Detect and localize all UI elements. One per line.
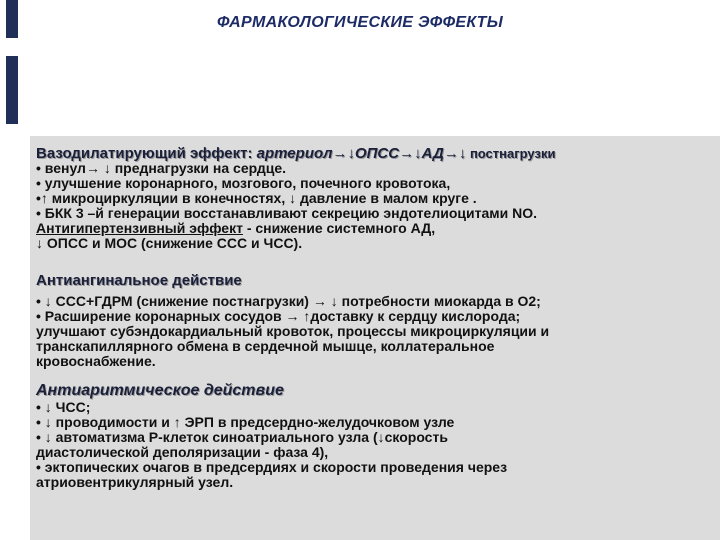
list-item: атриовентрикулярный узел. (36, 474, 234, 490)
list-item: • ↓ проводимости и ↑ ЭРП в предсердно-желудочковом узле (36, 414, 455, 430)
vasodilating-tail: постнагрузки (466, 146, 556, 161)
list-item: диастолической деполяризации - фаза 4), (36, 444, 329, 460)
section-antianginal-heading: Антиангинальное действие (36, 272, 242, 289)
list-item: • БКК 3 –й генерации восстанавливают секрецию эндотелиоцитами NO. (36, 205, 537, 221)
list-item: • ↓ ЧСС; (36, 399, 91, 415)
antihypertensive-line (36, 221, 714, 236)
section-vasodilating-heading (36, 146, 714, 161)
list-item: • эктопических очагов в предсердиях и скорости проведения через (36, 459, 508, 475)
antihypertensive-label: Антигипертензивный эффект (36, 220, 243, 236)
vasodilating-chain: артериол→↓ОПСС→↓АД→↓ (252, 145, 467, 162)
list-item: транскапиллярного обмена в сердечной мышце, коллатеральное (36, 338, 495, 354)
list-item: • венул→ ↓ преднагрузки на сердце. (36, 160, 286, 176)
vasodilating-label: Вазодилатирующий эффект: (36, 145, 253, 162)
decorative-bar-middle (6, 56, 18, 124)
slide-title: ФАРМАКОЛОГИЧЕСКИЕ ЭФФЕКТЫ (216, 14, 504, 31)
list-item: ↓ ОПСС и МОС (снижение ССС и ЧСС). (36, 235, 303, 251)
section-antiarrhythmic-heading: Антиаритмическое действие (36, 382, 284, 399)
list-item: • улучшение коронарного, мозгового, почечного кровотока, (36, 175, 451, 191)
list-item: • Расширение коронарных сосудов → ↑доставку к сердцу кислорода; (36, 308, 521, 324)
list-item: кровоснабжение. (36, 353, 156, 369)
list-item: • ↓ автоматизма Р-клеток синоатриального узла (↓скорость (36, 429, 448, 445)
antihypertensive-text: - снижение системного АД, (242, 220, 436, 236)
slide-content (36, 146, 714, 490)
list-item: • ↓ ССС+ГДРМ (снижение постнагрузки) → ↓ потребности миокарда в О2; (36, 293, 541, 309)
list-item: •↑ микроциркуляции в конечностях, ↓ давление в малом круге . (36, 190, 477, 206)
list-item: улучшают субэндокардиальный кровоток, процессы микроциркуляции и (36, 323, 550, 339)
